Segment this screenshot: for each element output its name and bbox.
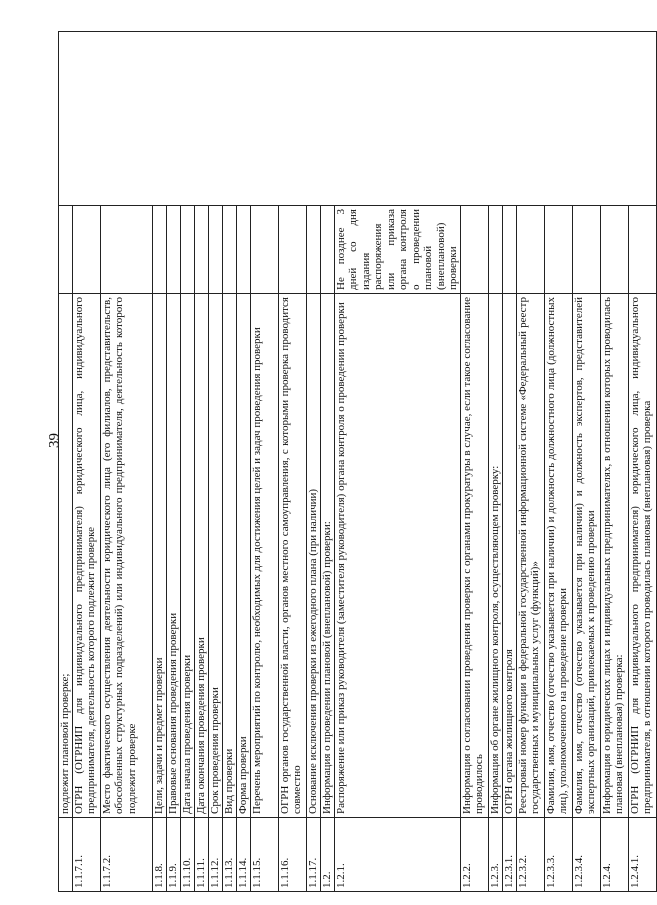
row-number-cell: 1.2.3.4. xyxy=(572,818,600,892)
row-description-cell: Цели, задачи и предмет проверки xyxy=(152,294,166,818)
row-deadline-cell xyxy=(572,206,600,294)
row-deadline-cell xyxy=(502,206,516,294)
row-description-cell: Фамилия, имя, отчество (отчество указывается при наличии) и должность должностного лица (должностных лиц), уполномоченного на проведение проверки xyxy=(544,294,572,818)
empty-column-cell xyxy=(59,32,657,206)
row-number-cell: 1.2.3.2. xyxy=(516,818,544,892)
row-description-cell: Перечень мероприятий по контролю, необходимых для достижения целей и задач проведения проверки xyxy=(250,294,278,818)
row-description-cell: ОГРН органов государственной власти, органов местного самоуправления, с которыми проверка проводится совместно xyxy=(278,294,306,818)
row-deadline-cell xyxy=(320,206,334,294)
row-description-cell: Фамилия, имя, отчество (отчество указывается при наличии) и должность экспертов, представителей экспертных организаций, привлекаемых к проведению проверки xyxy=(572,294,600,818)
row-number-cell: 1.2.4.1. xyxy=(628,818,656,892)
row-deadline-cell xyxy=(600,206,628,294)
row-description-cell: Распоряжение или приказ руководителя (заместителя руководителя) органа контроля о проведении проверки xyxy=(334,294,460,818)
row-number-cell: 1.1.13. xyxy=(222,818,236,892)
row-description-cell: ОГРН (ОГРНИП для индивидуального предпринимателя) юридического лица, индивидуального предпринимателя, в отношении которого проводилась плановая (внеплановая) проверка xyxy=(628,294,656,818)
row-deadline-cell xyxy=(208,206,222,294)
row-number-cell: 1.1.7.1. xyxy=(72,818,100,892)
row-description-cell: Вид проверки xyxy=(222,294,236,818)
table-body xyxy=(59,32,657,892)
row-number-cell: 1.1.11. xyxy=(194,818,208,892)
row-deadline-cell xyxy=(460,206,488,294)
row-description-cell: подлежит плановой проверке; xyxy=(59,294,73,818)
row-description-cell: Форма проверки xyxy=(236,294,250,818)
row-deadline-cell xyxy=(166,206,180,294)
row-deadline-cell xyxy=(488,206,502,294)
row-number-cell xyxy=(59,818,73,892)
row-deadline-cell xyxy=(516,206,544,294)
row-deadline-cell xyxy=(628,206,656,294)
row-number-cell: 1.2. xyxy=(320,818,334,892)
row-deadline-cell xyxy=(152,206,166,294)
row-number-cell: 1.2.3. xyxy=(488,818,502,892)
row-description-cell: Дата начала проведения проверки xyxy=(180,294,194,818)
row-description-cell: Срок проведения проверки xyxy=(208,294,222,818)
row-number-cell: 1.1.9. xyxy=(166,818,180,892)
row-deadline-cell: Не позднее 3 дней со дня издания распоряжения или приказа органа контроля о проведении плановой (внеплановой) проверки xyxy=(334,206,460,294)
row-description-cell: Информация о юридических лицах и индивидуальных предпринимателях, в отношении которых проводилась плановая (внеплановая) проверка: xyxy=(600,294,628,818)
row-description-cell: Правовые основания проведения проверки xyxy=(166,294,180,818)
row-number-cell: 1.1.7.2. xyxy=(100,818,152,892)
row-number-cell: 1.2.1. xyxy=(334,818,460,892)
row-deadline-cell xyxy=(194,206,208,294)
row-description-cell: Информация о проведении плановой (внеплановой) проверки: xyxy=(320,294,334,818)
document-table xyxy=(58,31,657,892)
row-description-cell: Информация о согласовании проведения проверки с органами прокуратуры в случае, если такое согласование проводилось xyxy=(460,294,488,818)
row-number-cell: 1.1.12. xyxy=(208,818,222,892)
page-number: 39 xyxy=(46,433,63,448)
row-number-cell: 1.2.3.1. xyxy=(502,818,516,892)
row-deadline-cell xyxy=(544,206,572,294)
row-description-cell: Реестровый номер функции в федеральной государственной информационной системе «Федеральный реестр государственных и муниципальных услуг (функций)» xyxy=(516,294,544,818)
row-deadline-cell xyxy=(72,206,100,294)
row-description-cell: ОГРН (ОГРНИП для индивидуального предпринимателя) юридического лица, индивидуального предпринимателя, деятельность которого подлежит проверке xyxy=(72,294,100,818)
row-description-cell: Дата окончания проведения проверки xyxy=(194,294,208,818)
row-deadline-cell xyxy=(236,206,250,294)
row-deadline-cell xyxy=(306,206,320,294)
row-description-cell: Основание исключения проверки из ежегодного плана (при наличии) xyxy=(306,294,320,818)
row-number-cell: 1.1.17. xyxy=(306,818,320,892)
row-number-cell: 1.2.4. xyxy=(600,818,628,892)
row-number-cell: 1.1.16. xyxy=(278,818,306,892)
row-number-cell: 1.2.2. xyxy=(460,818,488,892)
row-number-cell: 1.1.8. xyxy=(152,818,166,892)
row-deadline-cell xyxy=(222,206,236,294)
row-description-cell: Информация об органе жилищного контроля, осуществляющем проверку: xyxy=(488,294,502,818)
table-row xyxy=(59,32,73,892)
row-description-cell: ОГРН органа жилищного контроля xyxy=(502,294,516,818)
row-deadline-cell xyxy=(278,206,306,294)
rotated-table-container xyxy=(58,32,653,892)
row-description-cell: Место фактического осуществления деятельности юридического лица (его филиалов, представительств, обособленных структурных подразделений) или индивидуального предпринимателя, деятельность которого подлежит проверке xyxy=(100,294,152,818)
row-deadline-cell xyxy=(100,206,152,294)
row-number-cell: 1.1.10. xyxy=(180,818,194,892)
row-number-cell: 1.1.15. xyxy=(250,818,278,892)
row-deadline-cell xyxy=(59,206,73,294)
row-number-cell: 1.2.3.3. xyxy=(544,818,572,892)
row-deadline-cell xyxy=(180,206,194,294)
row-deadline-cell xyxy=(250,206,278,294)
row-number-cell: 1.1.14. xyxy=(236,818,250,892)
